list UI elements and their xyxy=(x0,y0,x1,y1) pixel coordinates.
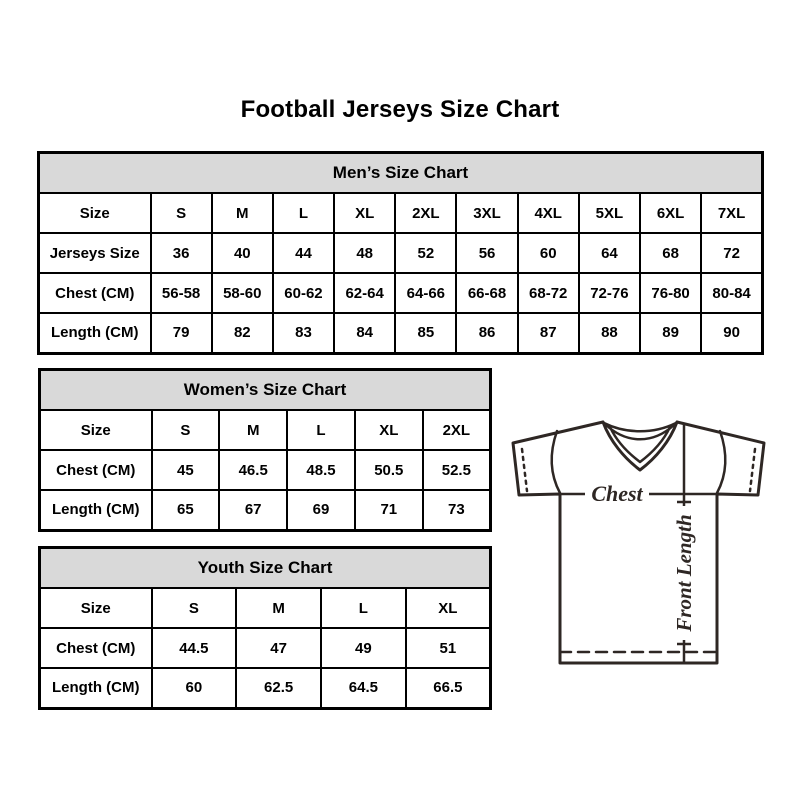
table-cell: M xyxy=(236,588,321,628)
table-cell: 72 xyxy=(701,233,762,273)
table-cell: 60 xyxy=(152,668,237,708)
front-length-label: Front Length xyxy=(672,514,696,632)
table-cell: 68 xyxy=(640,233,701,273)
table-cell: 51 xyxy=(406,628,491,668)
jersey-left-cuff-dotted-line xyxy=(522,449,527,491)
table-cell: 40 xyxy=(212,233,273,273)
table-cell: 79 xyxy=(151,313,212,353)
table-cell: 5XL xyxy=(579,193,640,233)
table-cell: XL xyxy=(334,193,395,233)
table-cell: 50.5 xyxy=(355,450,423,490)
table-cell: 71 xyxy=(355,490,423,530)
table-cell: L xyxy=(273,193,334,233)
table-cell: 52 xyxy=(395,233,456,273)
table-cell: 2XL xyxy=(423,410,491,450)
table-cell: 60-62 xyxy=(273,273,334,313)
table-cell: 65 xyxy=(152,490,220,530)
jersey-right-sleeve-seam xyxy=(717,431,725,493)
row-label: Jerseys Size xyxy=(39,233,151,273)
row-label: Length (CM) xyxy=(39,313,151,353)
table-cell: 73 xyxy=(423,490,491,530)
table-cell: 88 xyxy=(579,313,640,353)
table-row xyxy=(39,273,763,313)
table-cell: 56 xyxy=(456,233,517,273)
table-row xyxy=(40,410,491,450)
table-cell: 48.5 xyxy=(287,450,355,490)
table-cell: 45 xyxy=(152,450,220,490)
table-cell: XL xyxy=(406,588,491,628)
table-cell: 47 xyxy=(236,628,321,668)
table-cell: 46.5 xyxy=(219,450,287,490)
table-cell: 64 xyxy=(579,233,640,273)
youth-size-table xyxy=(38,546,492,710)
table-cell: L xyxy=(321,588,406,628)
table-cell: 86 xyxy=(456,313,517,353)
table-cell: 83 xyxy=(273,313,334,353)
table-row xyxy=(39,233,763,273)
table-cell: 69 xyxy=(287,490,355,530)
table-cell: 82 xyxy=(212,313,273,353)
row-label: Chest (CM) xyxy=(39,273,151,313)
row-label: Size xyxy=(39,193,151,233)
table-cell: 87 xyxy=(518,313,579,353)
row-label: Length (CM) xyxy=(40,668,152,708)
table-row xyxy=(40,668,491,708)
table-cell: M xyxy=(219,410,287,450)
table-cell: 48 xyxy=(334,233,395,273)
womens-size-table xyxy=(38,368,492,532)
table-cell: 67 xyxy=(219,490,287,530)
table-cell: 56-58 xyxy=(151,273,212,313)
table-cell: 84 xyxy=(334,313,395,353)
row-label: Chest (CM) xyxy=(40,450,152,490)
page-title: Football Jerseys Size Chart xyxy=(240,96,560,123)
table-cell: 89 xyxy=(640,313,701,353)
table-cell: 80-84 xyxy=(701,273,762,313)
table-cell: 60 xyxy=(518,233,579,273)
jersey-measurement-diagram xyxy=(498,402,778,682)
table-row xyxy=(40,628,491,668)
jersey-right-cuff-dotted-line xyxy=(750,449,755,491)
table-cell: 66-68 xyxy=(456,273,517,313)
jersey-collar-top-arc-1 xyxy=(604,423,676,431)
table-cell: 90 xyxy=(701,313,762,353)
table-cell: 62-64 xyxy=(334,273,395,313)
table-cell: 52.5 xyxy=(423,450,491,490)
row-label: Chest (CM) xyxy=(40,628,152,668)
row-label: Size xyxy=(40,588,152,628)
table-cell: 2XL xyxy=(395,193,456,233)
row-label: Size xyxy=(40,410,152,450)
table-title: Women’s Size Chart xyxy=(40,370,491,411)
table-cell: 66.5 xyxy=(406,668,491,708)
table-row xyxy=(39,193,763,233)
mens-size-table xyxy=(37,151,764,355)
table-cell: 3XL xyxy=(456,193,517,233)
table-cell: 72-76 xyxy=(579,273,640,313)
table-row xyxy=(40,588,491,628)
table-cell: 6XL xyxy=(640,193,701,233)
table-cell: 58-60 xyxy=(212,273,273,313)
jersey-left-sleeve-seam xyxy=(552,431,560,493)
table-cell: 64.5 xyxy=(321,668,406,708)
table-cell: 44.5 xyxy=(152,628,237,668)
row-label: Length (CM) xyxy=(40,490,152,530)
table-cell: M xyxy=(212,193,273,233)
table-cell: 62.5 xyxy=(236,668,321,708)
table-row xyxy=(40,490,491,530)
table-cell: 64-66 xyxy=(395,273,456,313)
table-cell: 76-80 xyxy=(640,273,701,313)
table-cell: 36 xyxy=(151,233,212,273)
table-cell: XL xyxy=(355,410,423,450)
table-title: Men’s Size Chart xyxy=(39,153,763,194)
chest-label: Chest xyxy=(591,481,643,506)
table-cell: S xyxy=(151,193,212,233)
table-row xyxy=(39,313,763,353)
table-cell: 44 xyxy=(273,233,334,273)
table-cell: S xyxy=(152,588,237,628)
table-cell: 49 xyxy=(321,628,406,668)
table-cell: 68-72 xyxy=(518,273,579,313)
table-title: Youth Size Chart xyxy=(40,548,491,589)
table-cell: 7XL xyxy=(701,193,762,233)
table-cell: L xyxy=(287,410,355,450)
table-row xyxy=(40,450,491,490)
table-cell: S xyxy=(152,410,220,450)
table-cell: 4XL xyxy=(518,193,579,233)
table-cell: 85 xyxy=(395,313,456,353)
